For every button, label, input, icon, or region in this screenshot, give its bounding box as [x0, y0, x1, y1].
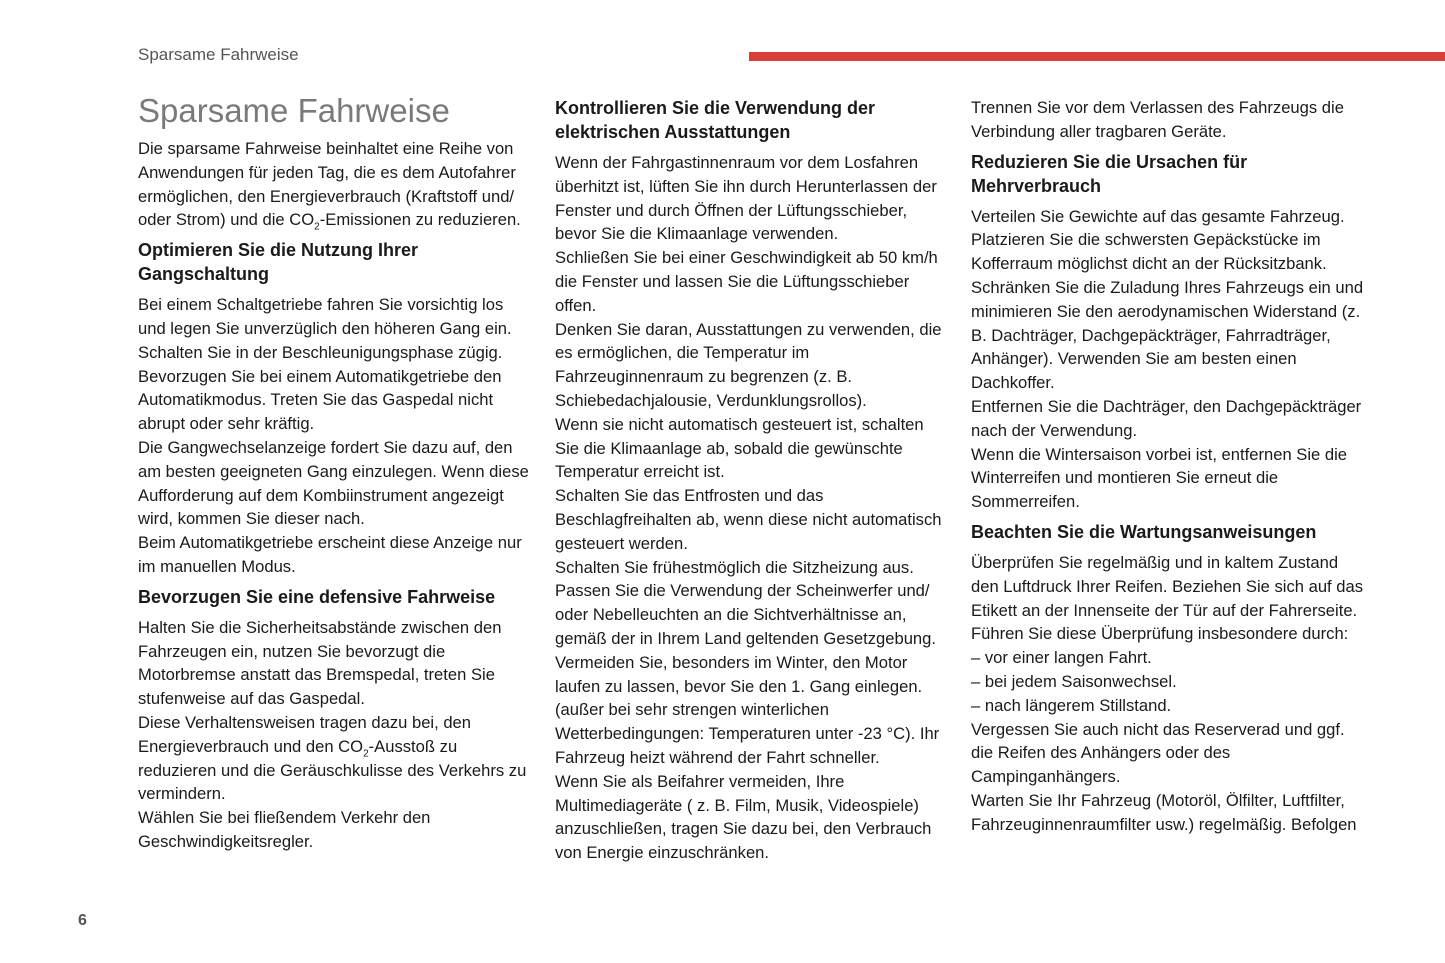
intro-text-end: -Emissionen zu reduzieren.	[319, 210, 521, 230]
co2-text-end: -Ausstoß zu reduzieren und die Geräuschkulisse des Verkehrs zu vermindern.	[138, 736, 527, 804]
paragraph: Passen Sie die Verwendung der Scheinwerfer und/ oder Nebelleuchten an die Sichtverhältnisse an, gemäß der in Ihrem Land geltenden Gesetzgebung.	[555, 581, 936, 648]
heading-maintenance: Beachten Sie die Wartungsanweisungen	[971, 521, 1317, 542]
paragraph: Wählen Sie bei fließendem Verkehr den Geschwindigkeitsregler.	[138, 808, 431, 851]
paragraph: Trennen Sie vor dem Verlassen des Fahrzeugs die Verbindung aller tragbaren Geräte.	[971, 98, 1344, 141]
heading-defensive-driving: Bevorzugen Sie eine defensive Fahrweise	[138, 586, 496, 607]
paragraph: Denken Sie daran, Ausstattungen zu verwenden, die es ermöglichen, die Temperatur im Fahrzeuginnenraum zu begrenzen (z. B. Schiebedachjalousie, Verdunklungsrollos).	[555, 319, 942, 410]
list-item: – bei jedem Saisonwechsel.	[971, 671, 1177, 691]
heading-gear-usage: Optimieren Sie die Nutzung Ihrer Gangschaltung	[138, 240, 419, 285]
page-title: Sparsame Fahrweise	[138, 92, 450, 129]
paragraph: Wenn die Wintersaison vorbei ist, entfernen Sie die Winterreifen und montieren Sie erneut die Sommerreifen.	[971, 444, 1348, 512]
paragraph: Wenn Sie als Beifahrer vermeiden, Ihre Multimediageräte ( z. B. Film, Musik, Videospiele) anzuschließen, tragen Sie dazu bei, den Verbrauch von Energie einzuschränken.	[555, 771, 932, 863]
co2-subscript: 2	[314, 221, 320, 233]
paragraph: Die Gangwechselanzeige fordert Sie dazu auf, den am besten geeigneten Gang einzulegen. Wenn diese Aufforderung auf dem Kombiinstrument angezeigt wird, kommen Sie dieser nach.	[138, 437, 529, 529]
list-item: – vor einer langen Fahrt.	[971, 648, 1152, 668]
heading-electrical-equipment: Kontrollieren Sie die Verwendung der elektrischen Ausstattungen	[555, 98, 876, 142]
paragraph: Wenn sie nicht automatisch gesteuert ist, schalten Sie die Klimaanlage ab, sobald die gewünschte Temperatur erreicht ist.	[555, 414, 924, 482]
paragraph: Schränken Sie die Zuladung Ihres Fahrzeugs ein und minimieren Sie den aerodynamischen Widerstand (z. B. Dachträger, Dachgepäckträger, Fahrradträger, Anhänger). Verwenden Sie am besten einen Dachkoffer.	[971, 277, 1364, 393]
paragraph: Bei einem Schaltgetriebe fahren Sie vorsichtig los und legen Sie unverzüglich den höheren Gang ein. Schalten Sie in der Beschleunigungsphase zügig.	[138, 295, 512, 362]
header-accent-bar	[749, 52, 1445, 61]
paragraph: Halten Sie die Sicherheitsabstände zwischen den Fahrzeugen ein, nutzen Sie bevorzugt die Motorbremse anstatt das Bremspedal, treten Sie stufenweise auf das Gaspedal.	[138, 617, 502, 709]
running-header: Sparsame Fahrweise	[138, 45, 299, 64]
intro-paragraph	[138, 137, 533, 232]
paragraph: Vermeiden Sie, besonders im Winter, den Motor laufen zu lassen, bevor Sie den 1. Gang einlegen.(außer bei sehr strengen winterlichen Wetterbedingungen: Temperaturen unter -23 °C). Ihr Fahrzeug heizt während der Fahrt schneller.	[555, 652, 940, 767]
co2-subscript: 2	[363, 748, 369, 760]
paragraph: Verteilen Sie Gewichte auf das gesamte Fahrzeug. Platzieren Sie die schwersten Gepäckstücke im Kofferraum möglichst dicht an der Rücksitzbank.	[971, 206, 1345, 274]
column-3	[971, 94, 1366, 837]
intro-text: Die sparsame Fahrweise beinhaltet eine Reihe von Anwendungen für jeden Tag, die es dem Autofahrer ermöglichen, den Energieverbrauch (Kraftstoff und/ oder Strom) und die CO	[138, 139, 516, 230]
heading-reduce-consumption: Reduzieren Sie die Ursachen für Mehrverbrauch	[971, 151, 1248, 196]
paragraph: Warten Sie Ihr Fahrzeug (Motoröl, Ölfilter, Luftfilter, Fahrzeuginnenraumfilter usw.) regelmäßig. Befolgen	[971, 790, 1357, 834]
list-item: – nach längerem Stillstand.	[971, 695, 1172, 715]
paragraph: Vergessen Sie auch nicht das Reserverad und ggf. die Reifen des Anhängers oder des Campinganhängers.	[971, 719, 1345, 787]
column-2	[555, 94, 950, 865]
co2-text: Diese Verhaltensweisen tragen dazu bei, den Energieverbrauch und den CO	[138, 712, 472, 756]
paragraph: Überprüfen Sie regelmäßig und in kaltem Zustand den Luftdruck Ihrer Reifen. Beziehen Sie sich auf das Etikett an der Innenseite der Tür auf der Fahrerseite.	[971, 552, 1364, 620]
paragraph: Beim Automatikgetriebe erscheint diese Anzeige nur im manuellen Modus.	[138, 533, 522, 576]
paragraph: Schalten Sie das Entfrosten und das Beschlagfreihalten ab, wenn diese nicht automatisch gesteuert werden.	[555, 486, 942, 553]
page-number: 6	[78, 912, 87, 929]
paragraph: Führen Sie diese Überprüfung insbesondere durch:	[971, 624, 1349, 644]
paragraph: Entfernen Sie die Dachträger, den Dachgepäckträger nach der Verwendung.	[971, 396, 1362, 440]
paragraph: Schalten Sie frühestmöglich die Sitzheizung aus.	[555, 557, 914, 577]
paragraph-co2	[138, 711, 533, 806]
paragraph: Wenn der Fahrgastinnenraum vor dem Losfahren überhitzt ist, lüften Sie ihn durch Herunterlassen der Fenster und durch Öffnen der Lüftungsschieber, bevor Sie die Klimaanlage verwenden.	[555, 153, 937, 244]
paragraph: Bevorzugen Sie bei einem Automatikgetriebe den Automatikmodus. Treten Sie das Gaspedal nicht abrupt oder sehr kräftig.	[138, 366, 502, 434]
paragraph: Schließen Sie bei einer Geschwindigkeit ab 50 km/h die Fenster und lassen Sie die Lüftungsschieber offen.	[555, 248, 938, 315]
column-1	[138, 94, 533, 854]
